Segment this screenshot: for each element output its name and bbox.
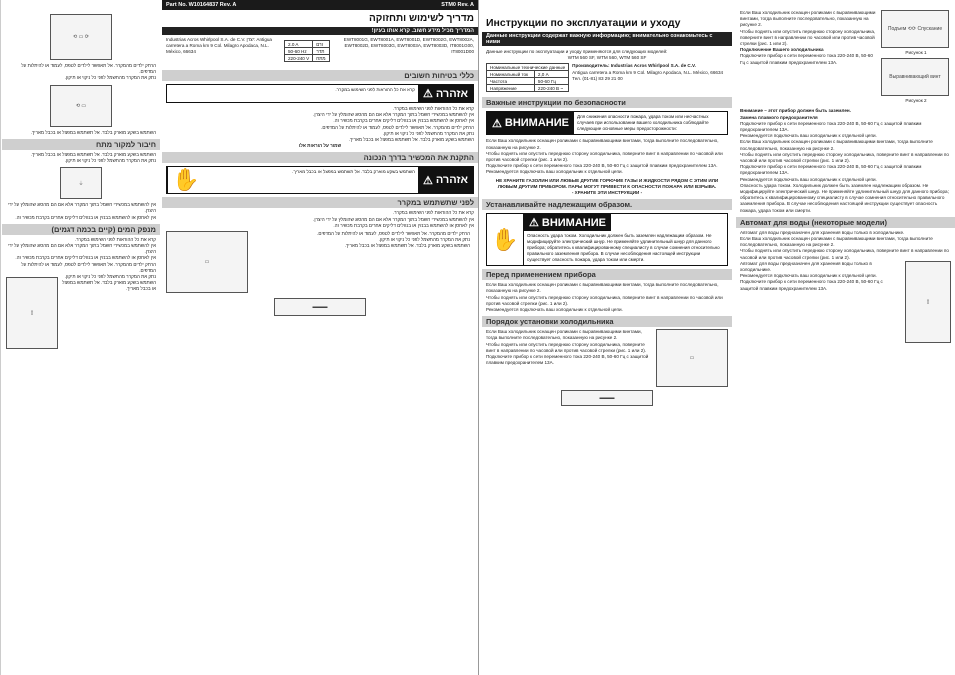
warning-word: ВНИМАНИЕ [504, 117, 569, 130]
warning-triangle-icon: ⚠ [422, 174, 433, 187]
body-text: נתק את המקרר מהחשמל לפני כל ניקוי או תיקון. [378, 237, 470, 243]
body-text: Рекомендуется подключать ваш холодильник к отдельной цепи. [740, 176, 877, 182]
warning-triangle-icon: ⚠ [422, 88, 433, 100]
body-text: קרא את כל ההוראות לפני השימוש במקרר. [392, 210, 474, 216]
page-title: מדריך לשימוש ותחזוקה [369, 13, 474, 24]
body-text: הרחק ילדים מהמקרר. אל תאפשר לילדים לטפס, לעמוד או להיתלות על המדפים. [317, 231, 470, 237]
body-text: Рекомендуется подключать ваш холодильник к отдельной цепи. [486, 169, 623, 175]
body-text: Опасность удара током. Холодильник должен быть заземлен надлежащим образом. Не модифицируйте электрический шнур. Не применяйте удлинительный шнур для данного прибора; обратитесь к квалифицированному специалисту в случае сомнения относительно правильного заземления прибора. В случае несоблюдения настоящей инструкции существует опасность пожара, удара током или смерти. [740, 182, 949, 213]
spec-value: 220-240 V [285, 55, 313, 62]
section-safety: Важные инструкции по безопасности [482, 97, 732, 108]
body-text: Автомат для воды предназначен для хранения воды только в холодильнике. [740, 229, 905, 235]
body-text: קרא את כל ההוראות לפני השימוש במקרר. [392, 106, 474, 111]
body-text: Чтобы поднять или опустить переднюю сторону холодильника, поверните винт в направлении по часовой или против часовой стрелки (рис. 1 или 2). [740, 28, 876, 47]
warning-heading [418, 167, 473, 193]
body-text: אין לאחסן או להשתמש בבנזין או בנוזלים דליקים אחרים בקרבת מכשיר זה. [333, 118, 474, 124]
grille-figure: ▬▬▬ [561, 390, 653, 406]
body-text: Чтобы поднять или опустить переднюю сторону холодильника, поверните винт в направлении по часовой или против часовой стрелки (рис. 1 или 2). [740, 151, 949, 164]
section-install: Устанавливайте надлежащим образом. [482, 199, 732, 210]
body-text: Подключите прибор к сети переменного тока 220-240 В, 50-60 Гц с защитой плавким предохранителем 13А. [740, 279, 883, 291]
body-text: אין לאחסן או להשתמש בבנזין או בנוזלים דליקים אחרים בקרבת מכשיר זה. [15, 214, 156, 220]
warning-text: Опасность удара током. Холодильник должен быть заземлен надлежащим образом. Не модифицируйте электрический шнур. Не применяйте удлинительный шнур для данного прибора; обратитесь к квалифицированному специалисту в случае сомнения относительно правильного заземления прибора. В случае несоблюдения настоящей инструкции существует опасность пожара, удара током или смерти. [527, 233, 720, 263]
figure-label: Подъем [887, 26, 907, 32]
spec-value: 220-240 В ~ [534, 85, 568, 92]
spec-label: תדר [313, 48, 329, 55]
body-text: קרא את כל ההוראות לפני השימוש במקרר. [74, 236, 156, 242]
revision: STM0 Rev. A [441, 2, 474, 8]
water-block [736, 261, 955, 343]
body-text: Чтобы поднять или опустить переднюю сторону холодильника, поверните винт в направлении по часовой или против часовой стрелки (рис. 1 или 2). [486, 294, 723, 306]
body-text: הרחק ילדים מהמקרר. אל תאפשר לילדים לטפס, לעמוד או להיתלות על המדפים. [321, 124, 474, 130]
spec-block [162, 35, 478, 67]
body-text: Если Ваш холодильник оснащен роликами с выравнивающими винтами, тогда выполните последовательно, показанную на рисунке 2. [740, 10, 876, 28]
warning-heading [487, 112, 574, 134]
warning-heading [524, 214, 611, 231]
body-text: Автомат для воды предназначен для хранения воды только в холодильнике. [740, 260, 872, 273]
section-safety: כללי בטיחות חשובים [162, 70, 478, 81]
spec-value: 2,0 А [534, 71, 568, 78]
manufacturer: Industrias Acros Whirlpool S.A. de C.V. יצרן: Antigua carretera a Roma km 9 Col. Milagro Apodaca, N.L. México, 66634 [166, 37, 272, 55]
leveling-figure-2 [881, 58, 949, 96]
body-text: אין להשתמש במכשירי חשמל בתוך המקרר אלא אם הם מהסוג שהומלץ על ידי היצרן. [7, 202, 156, 214]
body-text: אין להשתמש במכשירי חשמל בתוך המקרר אלא אם הם מהסוג שהומלץ על ידי היצרן. [7, 243, 156, 255]
keep-instructions: - ХРАНИТЕ ЭТИ ИНСТРУКЦИИ - [571, 190, 643, 196]
header-bar [162, 0, 478, 10]
spec-table [284, 40, 330, 62]
russian-main-column [482, 0, 732, 675]
spec-label: זרם [313, 41, 329, 48]
refrigerator-clearance-figure: ▭ [166, 231, 248, 293]
hebrew-left-column [2, 0, 160, 675]
grille-figure: ▬▬▬ [274, 298, 366, 316]
no-gasoline-warning: НЕ ХРАНИТЕ ГАЗОЛИН ИЛИ ЛЮБЫЕ ДРУГИЕ ГОРЮЧИЕ ГАЗЫ И ЖИДКОСТИ РЯДОМ С ЭТИМ ИЛИ ЛЮБЫМ ДРУГИМ ПРИБОРОМ. ПАРЫ МОГУТ ПРИВЕСТИ К ОПАСНОСТИ ПОЖАРА ИЛИ ВЗРЫВА. [495, 177, 719, 189]
leveling-figures [881, 10, 951, 104]
warning-word: אזהרה [435, 174, 468, 187]
body-text: אין לאחסן או להשתמש בבנזין או בנוזלים דליקים אחרים בקרבת מכשיר זה. [333, 222, 474, 228]
warning-heading [418, 85, 473, 102]
warning-box-2 [486, 213, 728, 266]
leveling-figure-1: ⟲ ▭ ⟳ [50, 14, 112, 60]
section-connect: חיבור למקור מתח [2, 139, 160, 150]
body-text: השתמש בשקע מוארק בלבד. אל תשתמש במפצל או בכבל מאריך. [348, 137, 474, 143]
spec-label: מתח [313, 55, 329, 62]
section-install: התקנת את המכשיר בדרך הנכונה [162, 152, 478, 163]
warning-box [486, 111, 728, 135]
spec-value: 2.0 A [285, 41, 313, 48]
models: WTM 560 SF, WTM 560, WTM 560 SF [567, 55, 647, 61]
part-number: Part No. W10164837 Rev. A [166, 2, 237, 8]
install-figures [162, 229, 478, 295]
address: Antigua carretera a Roma km 9 Col. Milagro Apodaca, N.L. México, 66634 Тел. (01-81) 83 29 21 00 [572, 69, 724, 81]
figure-caption: Рисунок 2 [905, 98, 927, 104]
subheading-connect: Подключение Вашего холодильника [740, 47, 824, 53]
figure-caption: Рисунок 1 [905, 50, 927, 55]
warning-word: אזהרה [435, 87, 468, 100]
body-text: השתמש בשקע מוארק בלבד. אל תשתמש במפצל או בכבל מאריך. [30, 129, 156, 135]
body-text: Если Ваш холодильник оснащен роликами с выравнивающими винтами, тогда выполните последовательно, показанную на рисунке 2. [486, 282, 719, 294]
body-text: Подключите прибор к сети переменного тока 220-240 В, 50-60 Гц с защитой плавким предохранителем 13А. [740, 120, 922, 133]
body-text: Рекомендуется подключать ваш холодильник к отдельной цепи. [486, 307, 623, 313]
body-text: השתמש בשקע מוארק בלבד. אל תשתמש במפצל או בכבל מאריך. [344, 243, 470, 249]
hebrew-main-column [162, 0, 478, 675]
spec-value: 50-60 Гц [534, 78, 568, 85]
spec-header: Номинальные технические данные [487, 64, 569, 71]
body-text: נתק את המקרר מהחשמל לפני כל ניקוי או תיקון. [64, 75, 156, 81]
spec-label: Номинальный ток [487, 71, 535, 78]
install-order-block [482, 329, 732, 387]
spec-label: Напряжение [487, 85, 535, 92]
body-text: אין להשתמש במכשירי חשמל בתוך המקרר אלא אם הם מהסוג שהומלץ על ידי היצרן. [313, 216, 474, 222]
body-text: Рекомендуется подключать ваш холодильник к отдельной цепи. [740, 133, 877, 139]
intro-text: Данные инструкции по эксплуатации и уходу применяются для следующих моделей: [486, 49, 668, 54]
warning-text: Для снижения опасности пожара, удара током или несчастных случаев при использовании вашего холодильника соблюдайте следующие основные меры предосторожности: [576, 114, 709, 132]
body-text: Если Ваш холодильник оснащен роликами с выравнивающими винтами, тогда выполните последовательно, показанную на рисунке 2. [486, 138, 719, 150]
body-text: Подключите прибор к сети переменного тока 220-240 В, 50-60 Гц с защитой плавким предохранителем 13А. [740, 164, 922, 176]
keep-instructions: שמור על הוראות אלו [298, 143, 342, 149]
section-water-dispenser: Автомат для воды (некоторые модели) [736, 217, 955, 228]
electric-shock-icon: ✋ [167, 167, 204, 193]
body-text: הרחק ילדים מהמקרר. אל תאפשר לילדים לטפס, לעמוד או להיתלות על המדפים. [21, 261, 156, 273]
body-text: נתק את המקרר מהחשמל לפני כל ניקוי או תיקון. [382, 130, 474, 136]
body-text: אין להשתמש במכשירי חשמל בתוך המקרר אלא אם הם מהסוג שהומלץ על ידי היצרן. [313, 112, 474, 118]
body-text: Рекомендуется подключать ваш холодильник к отдельной цепи. [740, 273, 877, 279]
body-text: אין לאחסן או להשתמש בבנזין או בנוזלים דליקים אחרים בקרבת מכשיר זה. [15, 255, 156, 261]
models: EWT8001G, EWT8001A, EWT8001D, EWT8002G, EWT8002A, EWT8002D, EWT8003G, EWT8003A, EWT8003D, IT8001G00, IT8001D00 [343, 37, 474, 55]
subtitle-bar: Данные инструкции содержат важную информацию; внимательно ознакомьтесь с ними [482, 32, 732, 46]
body-text: נתק את המקרר מהחשמל לפני כל ניקוי או תיקון. [64, 158, 156, 164]
electric-shock-icon: ✋ [487, 214, 524, 265]
warning-word: ВНИМАНИЕ [541, 216, 606, 229]
spec-table [486, 63, 569, 92]
body-text: Подключите прибор к сети переменного тока 220-240 В, 50-60 Гц с защитой плавким предохранителем 13А. [486, 354, 649, 366]
warning-triangle-icon: ⚠ [529, 217, 539, 230]
body-text: Чтобы поднять или опустить переднюю сторону холодильника, поверните винт в направлении по часовой или против часовой стрелки (рис. 1 или 2). [486, 150, 723, 163]
body-text: השתמש בשקע מוארק בלבד. אל תשתמש במפצל או בכבל מאריך. [62, 280, 156, 292]
warning-triangle-icon: ⚠ [492, 117, 502, 130]
leveling-block [736, 10, 955, 104]
section-before-use: לפני שתשתמש במקרר [162, 197, 478, 208]
ground-warning: Внимание – этот прибор должен быть заземлен. [740, 108, 851, 114]
section-before-use: Перед применением прибора [482, 269, 732, 280]
subheading-fuse: Замена плавкого предохранителя [740, 114, 818, 120]
body-text: Если Ваш холодильник оснащен роликами с выравнивающими винтами, тогда выполните последовательно, показанную на рисунке 2. [740, 139, 933, 151]
figure-label: Спускание [917, 26, 943, 32]
spec-label: Частота [487, 78, 535, 85]
page-title: Инструкции по эксплуатации и уходу [486, 17, 681, 29]
body-text: Если Ваш холодильник оснащен роликами с выравнивающими винтами, тогда выполните последовательно, показанную на рисунке 2. [740, 236, 933, 248]
body-text: השתמש בשקע מוארק בלבד. אל תשתמש במפצל או בכבל מאריך. [30, 151, 156, 157]
warning-text: קרא את כל ההוראות לפני השימוש במקרר. [335, 87, 415, 92]
body-text: Чтобы поднять или опустить переднюю сторону холодильника, поверните винт в направлении по часовой или против часовой стрелки (рис. 1 или 2). [486, 341, 647, 353]
plug-figure: ⏚ [60, 167, 102, 199]
body-text: Подключите прибор к сети переменного тока 220-240 В, 50-60 Гц с защитой плавким предохранителем 13А. [740, 53, 873, 65]
body-text: Чтобы поднять или опустить переднюю сторону холодильника, поверните винт в направлении по часовой или против часовой стрелки (рис. 1 или 2). [740, 248, 949, 260]
russian-right-column [736, 0, 955, 675]
spec-block [482, 61, 732, 94]
refrigerator-clearance-figure: ▭ [656, 329, 728, 387]
russian-manual-page [478, 0, 955, 675]
body-text: Если Ваш холодильник оснащен роликами с выравнивающими винтами, тогда выполните последовательно, показанную на рисунке 2. [486, 329, 642, 341]
warning-text: השתמש בשקע מוארק בלבד. אל תשתמש במפצל או בכבל מאריך. [292, 169, 415, 175]
warning-box [166, 84, 474, 103]
water-dispenser-figure: ▯ [6, 277, 58, 349]
leveling-figure-1: Подъем ⟲⟳ Спускание [881, 10, 949, 48]
section-install-order: Порядок установки холодильника [482, 316, 732, 327]
body-text: נתק את המקרר מהחשמל לפני כל ניקוי או תיקון. [64, 274, 156, 280]
warning-box-2 [166, 166, 474, 194]
leveling-figure-2: ⟲ ▭ [50, 85, 112, 127]
subtitle-bar: המדריך מכיל מידע חשוב. קרא אותו בעיון! [162, 27, 478, 35]
spec-value: 50-60 Hz [285, 48, 313, 55]
section-water-dispenser: מנפק המים (קיים בכמה דגמים) [2, 224, 160, 235]
figure-label: Выравнивающий винт [889, 74, 941, 81]
manufacturer: Производитель: Industrias Acros Whirlpool S.A. de C.V. [572, 63, 696, 69]
body-text: Подключите прибор к сети переменного тока 220-240 В, 50-60 Гц с защитой плавким предохранителем 13А. [486, 163, 718, 169]
body-text: הרחק ילדים מהמקרר. אל תאפשר לילדים לטפס, לעמוד או להיתלות על המדפים. [21, 63, 156, 75]
water-dispenser-figure: ▯ [905, 261, 951, 343]
